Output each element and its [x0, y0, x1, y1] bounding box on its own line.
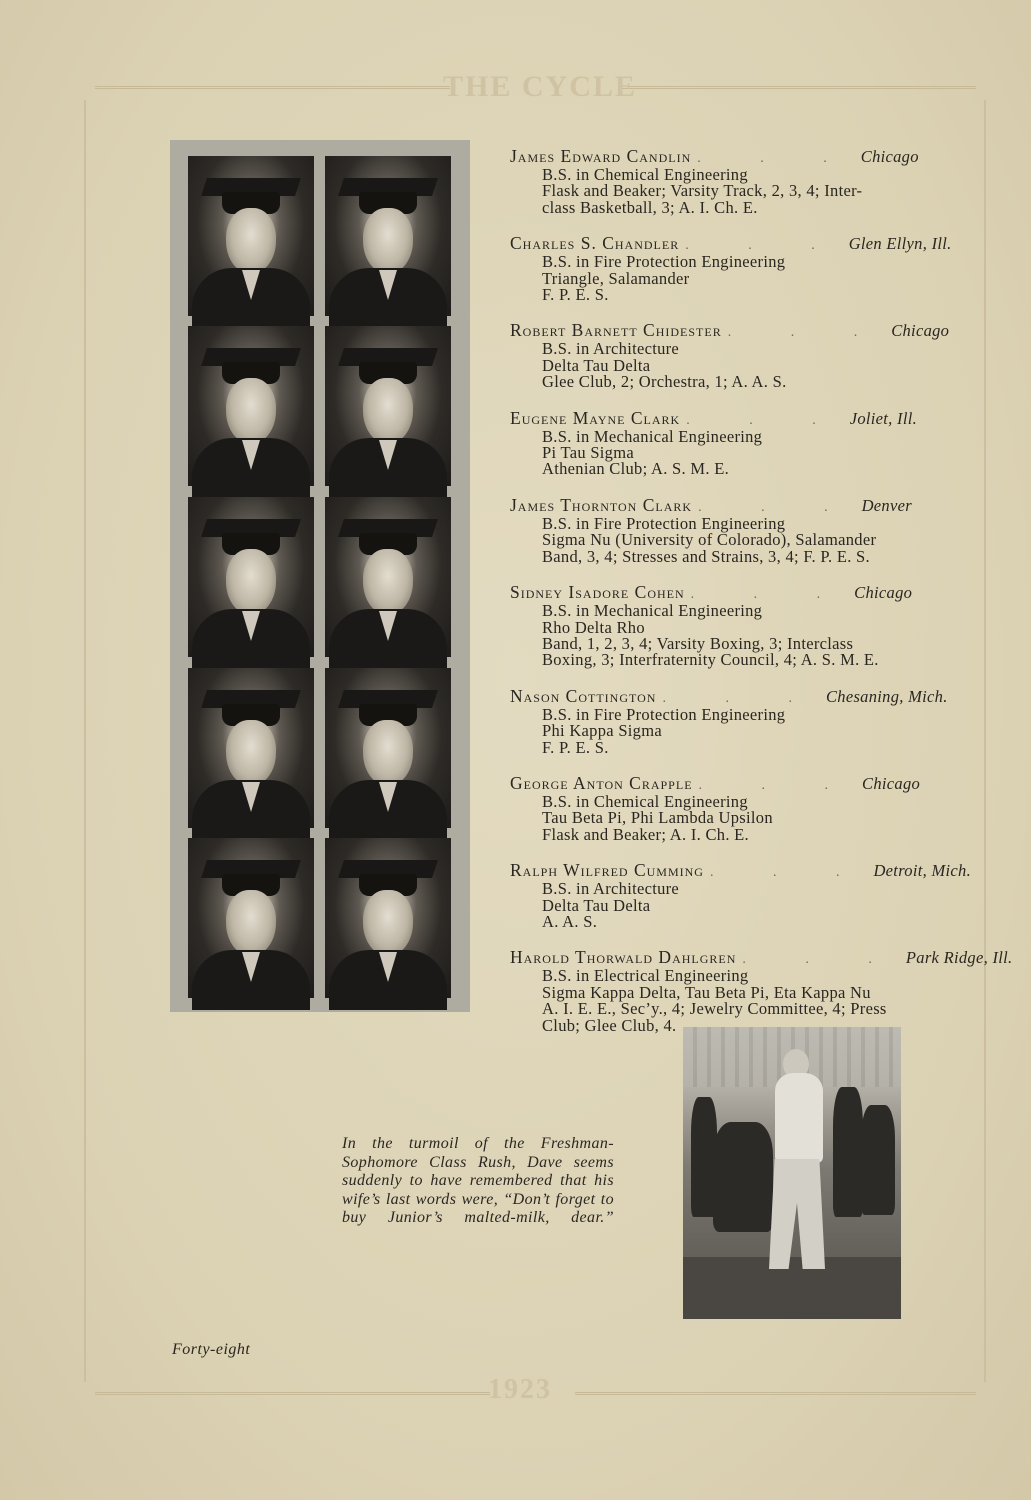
portrait-photo — [325, 156, 451, 316]
entry-line: F. P. E. S. — [542, 737, 609, 757]
student-name: Charles S. Chandler — [510, 233, 680, 254]
student-entries — [510, 146, 1013, 1053]
portrait-photo — [325, 326, 451, 486]
student-name: James Thornton Clark — [510, 494, 693, 515]
entry-line: Pi Tau Sigma — [542, 443, 634, 463]
entry-line: class Basketball, 3; A. I. Ch. E. — [542, 197, 758, 217]
student-entry: George Anton Crapple . . . Chicago B.S. in Chemical Engineering Tau Beta Pi, Phi Lambda Upsilon Flask and Beaker; A. I. Ch. E. — [510, 772, 921, 844]
entry-line: B.S. in Mechanical Engineering — [542, 426, 763, 446]
portrait-photo — [188, 497, 314, 657]
portrait-photo — [188, 156, 314, 316]
entry-line: B.S. in Mechanical Engineering — [542, 601, 763, 621]
student-name: Robert Barnett Chidester — [510, 320, 722, 341]
frame-rule-top-right — [618, 86, 976, 89]
entry-line: Sigma Nu (University of Colorado), Salamander — [542, 530, 877, 550]
student-name: George Anton Crapple — [510, 772, 693, 793]
entry-line: Delta Tau Delta — [542, 355, 651, 375]
entry-line: F. P. E. S. — [542, 285, 609, 305]
candid-photo — [683, 1027, 901, 1319]
entry-line: B.S. in Electrical Engineering — [542, 966, 749, 986]
running-year: 1923 — [488, 1374, 552, 1405]
entry-line: Glee Club, 2; Orchestra, 1; A. A. S. — [542, 372, 787, 392]
entry-line: Phi Kappa Sigma — [542, 721, 662, 741]
student-hometown: Joliet, Ill. — [849, 408, 918, 428]
student-name: Sidney Isadore Cohen — [510, 582, 685, 603]
entry-line: Triangle, Salamander — [542, 268, 690, 288]
entry-line: B.S. in Fire Protection Engineering — [542, 704, 786, 724]
portrait-photo — [188, 668, 314, 828]
entry-line: B.S. in Chemical Engineering — [542, 791, 748, 811]
entry-line: A. A. S. — [542, 911, 598, 931]
student-entry: Robert Barnett Chidester . . . Chicago B.S. in Architecture Delta Tau Delta Glee Club, 2; Orchestra, 1; A. A. S. — [510, 320, 950, 392]
entry-line: Flask and Beaker; A. I. Ch. E. — [542, 824, 749, 844]
student-name: Nason Cottington — [510, 685, 657, 706]
student-hometown: Chicago — [860, 147, 919, 166]
student-hometown: Chicago — [862, 773, 921, 793]
entry-line: B.S. in Fire Protection Engineering — [542, 513, 786, 533]
student-entry: Harold Thorwald Dahlgren . . . Park Ridge, Ill. B.S. in Electrical Engineering Sigma Kappa Delta, Tau Beta Pi, Eta Kappa Nu A. I. E. E., Sec’y., 4; Jewelry Committee, 4; Press Club; Glee Club, 4. — [510, 947, 1013, 1035]
student-entry: Ralph Wilfred Cumming . . . Detroit, Mich. B.S. in Architecture Delta Tau Delta A. A. S. — [510, 860, 971, 931]
entry-line: Tau Beta Pi, Phi Lambda Upsilon — [542, 808, 773, 828]
student-hometown: Chicago — [854, 583, 913, 603]
student-entry: James Thornton Clark . . . Denver B.S. in Fire Protection Engineering Sigma Nu (University of Colorado), Salamander Band, 3, 4; Stresses and Strains, 3, 4; F. P. E. S. — [510, 494, 912, 566]
student-hometown: Detroit, Mich. — [873, 861, 971, 881]
entry-line: Boxing, 3; Interfraternity Council, 4; A. S. M. E. — [542, 650, 879, 670]
frame-rule-bottom-left — [95, 1392, 490, 1395]
entry-line: Band, 1, 2, 3, 4; Varsity Boxing, 3; Interclass — [542, 633, 854, 653]
entry-line: A. I. E. E., Sec’y., 4; Jewelry Committee, 4; Press — [542, 999, 887, 1019]
entry-line: B.S. in Fire Protection Engineering — [542, 252, 786, 272]
student-entry: Sidney Isadore Cohen . . . Chicago B.S. in Mechanical Engineering Rho Delta Rho Band, 1, 2, 3, 4; Varsity Boxing, 3; Interclass Boxing, 3; Interfraternity Council, 4; A. S. M. E. — [510, 582, 913, 670]
student-entry: Nason Cottington . . . Chesaning, Mich. B.S. in Fire Protection Engineering Phi Kappa Sigma F. P. E. S. — [510, 685, 948, 757]
student-name: Ralph Wilfred Cumming — [510, 860, 704, 881]
portrait-photo — [188, 326, 314, 486]
entry-line: Band, 3, 4; Stresses and Strains, 3, 4; F. P. E. S. — [542, 546, 870, 566]
student-entry: Eugene Mayne Clark . . . Joliet, Ill. B.S. in Mechanical Engineering Pi Tau Sigma Athenian Club; A. S. M. E. — [510, 407, 918, 479]
entry-line: B.S. in Chemical Engineering — [542, 165, 748, 184]
portrait-photo — [188, 838, 314, 998]
portrait-photo — [325, 838, 451, 998]
entry-line: Rho Delta Rho — [542, 617, 645, 637]
portrait-photo — [325, 668, 451, 828]
entry-line: Flask and Beaker; Varsity Track, 2, 3, 4; Inter- — [542, 181, 863, 201]
portrait-panel — [170, 140, 470, 1012]
student-entry: James Edward Candlin . . . Chicago B.S. in Chemical Engineering Flask and Beaker; Varsity Track, 2, 3, 4; Inter- class Basketball, 3; A. I. Ch. E. — [510, 146, 919, 217]
student-hometown: Glen Ellyn, Ill. — [848, 234, 952, 254]
student-name: Eugene Mayne Clark — [510, 407, 681, 428]
student-hometown: Chesaning, Mich. — [825, 686, 948, 706]
student-name: James Edward Candlin — [510, 146, 692, 166]
running-title: THE CYCLE — [443, 70, 637, 103]
student-hometown: Park Ridge, Ill. — [905, 948, 1013, 968]
photo-caption: In the turmoil of the Freshman-Sophomore Class Rush, Dave seems suddenly to have remembered that his wife’s last words were, “Don’t forget to buy Junior’s malted-milk, dear.” — [342, 1135, 614, 1226]
entry-line: Athenian Club; A. S. M. E. — [542, 459, 730, 479]
entry-line: Sigma Kappa Delta, Tau Beta Pi, Eta Kappa Nu — [542, 982, 871, 1002]
frame-rule-bottom-right — [575, 1392, 976, 1395]
entry-line: B.S. in Architecture — [542, 879, 680, 899]
frame-side-left — [84, 100, 86, 1382]
page-number: Forty-eight — [172, 1341, 251, 1358]
student-hometown: Denver — [861, 495, 912, 515]
entry-line: Club; Glee Club, 4. — [542, 1015, 677, 1035]
student-hometown: Chicago — [891, 321, 950, 341]
entry-line: Delta Tau Delta — [542, 895, 651, 915]
portrait-photo — [325, 497, 451, 657]
student-name: Harold Thorwald Dahlgren — [510, 947, 737, 968]
entry-line: B.S. in Architecture — [542, 339, 680, 359]
frame-side-right — [984, 100, 986, 1382]
frame-rule-top-left — [95, 86, 450, 89]
student-entry: Charles S. Chandler . . . Glen Ellyn, Ill. B.S. in Fire Protection Engineering Triangle, Salamander F. P. E. S. — [510, 233, 952, 305]
